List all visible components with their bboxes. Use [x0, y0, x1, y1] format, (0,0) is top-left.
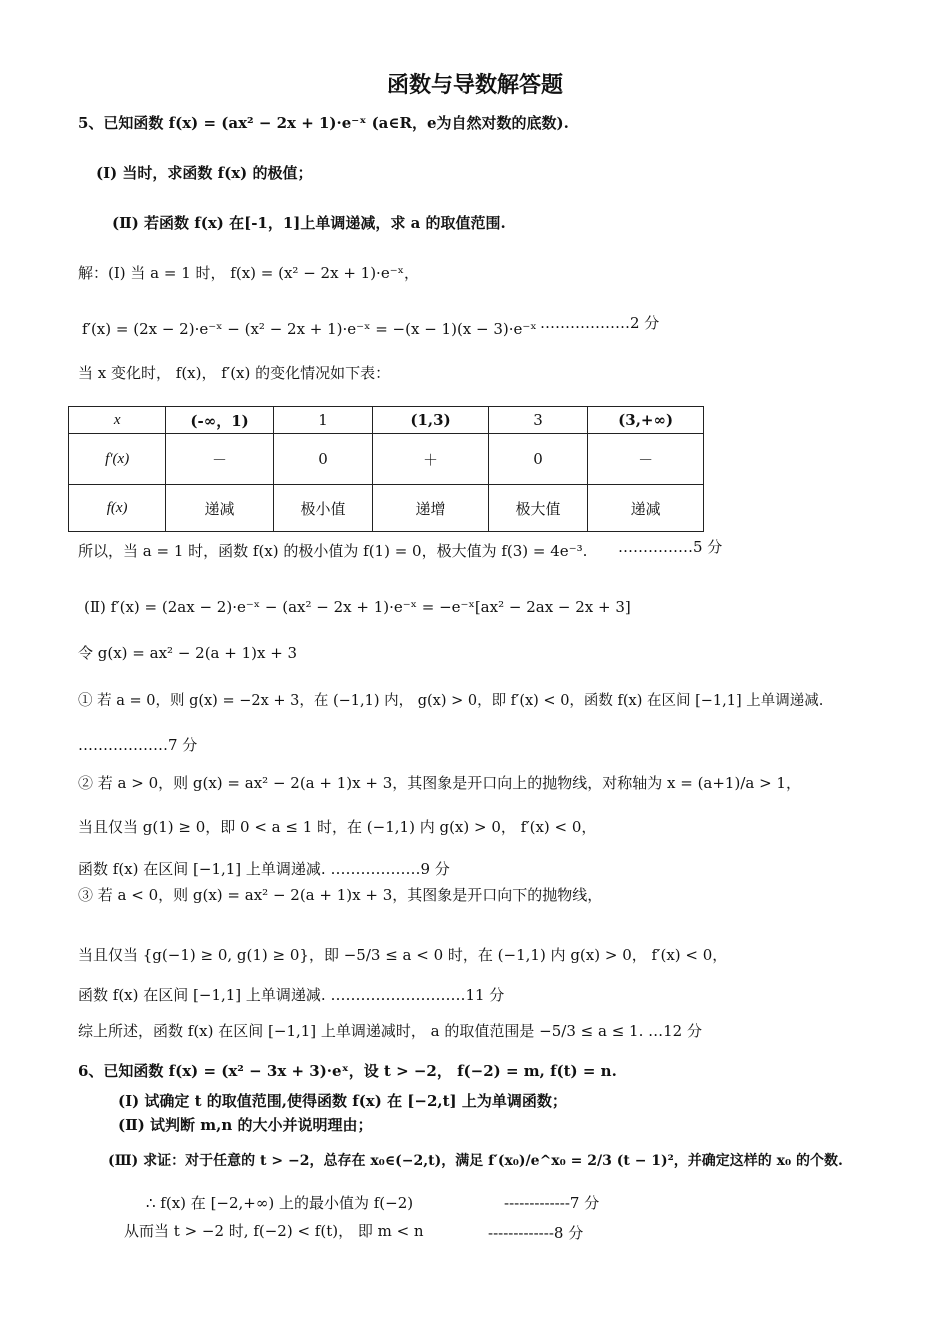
- solution-line-11: 函数 f(x) 在区间 [−1,1] 上单调递减. ………………9 分: [78, 860, 450, 878]
- solution-line-12: ③ 若 a < 0，则 g(x) = ax² − 2(a + 1)x + 3，其图象是开口向下的抛物线，: [78, 886, 603, 904]
- q5-part2: (Ⅱ) 若函数 f(x) 在[-1，1]上单调递减，求 a 的取值范围.: [112, 214, 506, 232]
- table-cell: 3: [488, 407, 587, 434]
- score-q6-7: -------------7 分: [504, 1194, 600, 1212]
- solution-line-15: 综上所述，函数 f(x) 在区间 [−1,1] 上单调递减时， a 的取值范围是 −5/3 ≤ a ≤ 1. …12 分: [78, 1022, 702, 1040]
- table-row: [69, 485, 704, 532]
- table-cell: 0: [273, 434, 372, 485]
- table-cell: f′(x): [69, 434, 166, 485]
- score-2: ………………2 分: [540, 314, 660, 332]
- solution-line-9: ② 若 a > 0，则 g(x) = ax² − 2(a + 1)x + 3，其图象是开口向上的抛物线，对称轴为 x = (a+1)/a > 1，: [78, 774, 801, 792]
- table-cell: 0: [488, 434, 587, 485]
- q6-part1: (Ⅰ) 试确定 t 的取值范围,使得函数 f(x) 在 [−2,t] 上为单调函数；: [118, 1092, 567, 1110]
- solution-line-6: 令 g(x) = ax² − 2(a + 1)x + 3: [78, 644, 298, 662]
- solution-line-5: (Ⅱ) f′(x) = (2ax − 2)·e⁻ˣ − (ax² − 2x + 1)·e⁻ˣ = −e⁻ˣ[ax² − 2ax − 2x + 3]: [84, 598, 631, 616]
- variation-table: [68, 406, 704, 532]
- table-cell: 递减: [588, 485, 704, 532]
- q6-part2: (Ⅱ) 试判断 m,n 的大小并说明理由；: [118, 1116, 373, 1134]
- solution-line-10: 当且仅当 g(1) ≥ 0，即 0 < a ≤ 1 时，在 (−1,1) 内 g(x) > 0， f′(x) < 0，: [78, 818, 597, 836]
- table-cell: 极小值: [273, 485, 372, 532]
- table-cell: (3,+∞): [588, 407, 704, 434]
- page-title: 函数与导数解答题: [386, 72, 563, 98]
- q5-part1: (I) 当时，求函数 f(x) 的极值；: [96, 164, 313, 182]
- table-cell: ＋: [373, 434, 489, 485]
- solution-line-2: f′(x) = (2x − 2)·e⁻ˣ − (x² − 2x + 1)·e⁻ˣ = −(x − 1)(x − 3)·e⁻ˣ: [82, 320, 537, 338]
- q6-solution-1: ∴ f(x) 在 [−2,+∞) 上的最小值为 f(−2): [146, 1194, 414, 1212]
- q5-stem: 5、已知函数 f(x) = (ax² − 2x + 1)·e⁻ˣ (a∈R，e为自然对数的底数).: [78, 114, 569, 132]
- table-cell: 1: [273, 407, 372, 434]
- table-cell: 递增: [373, 485, 489, 532]
- q6-solution-2: 从而当 t > −2 时, f(−2) < f(t)， 即 m < n: [124, 1222, 424, 1240]
- solution-line-7: ① 若 a = 0，则 g(x) = −2x + 3，在 (−1,1) 内， g(x) > 0，即 f′(x) < 0，函数 f(x) 在区间 [−1,1] 上单调递减.: [78, 693, 824, 709]
- table-cell: (1,3): [373, 407, 489, 434]
- solution-line-1: 解：(I) 当 a = 1 时， f(x) = (x² − 2x + 1)·e⁻ˣ，: [78, 264, 419, 282]
- table-cell: 极大值: [488, 485, 587, 532]
- table-cell: x: [69, 407, 166, 434]
- table-cell: (-∞，1): [166, 407, 274, 434]
- table-row: [69, 407, 704, 434]
- solution-line-13: 当且仅当 {g(−1) ≥ 0, g(1) ≥ 0}，即 −5/3 ≤ a < 0 时，在 (−1,1) 内 g(x) > 0， f′(x) < 0，: [78, 946, 728, 964]
- solution-line-3: 当 x 变化时， f(x)， f′(x) 的变化情况如下表：: [78, 364, 391, 382]
- table-cell: －: [166, 434, 274, 485]
- solution-line-14: 函数 f(x) 在区间 [−1,1] 上单调递减. ………………………11 分: [78, 986, 505, 1004]
- solution-line-4: 所以，当 a = 1 时，函数 f(x) 的极小值为 f(1) = 0，极大值为 f(3) = 4e⁻³.: [78, 542, 588, 560]
- score-5: ……………5 分: [618, 538, 723, 556]
- table-cell: 递减: [166, 485, 274, 532]
- score-q6-8: -------------8 分: [488, 1224, 584, 1242]
- q6-part3: (Ⅲ) 求证：对于任意的 t > −2，总存在 x₀∈(−2,t)，满足 f′(x₀)/e^x₀ = 2/3 (t − 1)²，并确定这样的 x₀ 的个数.: [108, 1153, 843, 1169]
- q6-stem: 6、已知函数 f(x) = (x² − 3x + 3)·eˣ，设 t > −2， f(−2) = m, f(t) = n.: [78, 1062, 617, 1080]
- table-row: [69, 434, 704, 485]
- score-7: ………………7 分: [78, 736, 198, 754]
- table-cell: －: [588, 434, 704, 485]
- table-cell: f(x): [69, 485, 166, 532]
